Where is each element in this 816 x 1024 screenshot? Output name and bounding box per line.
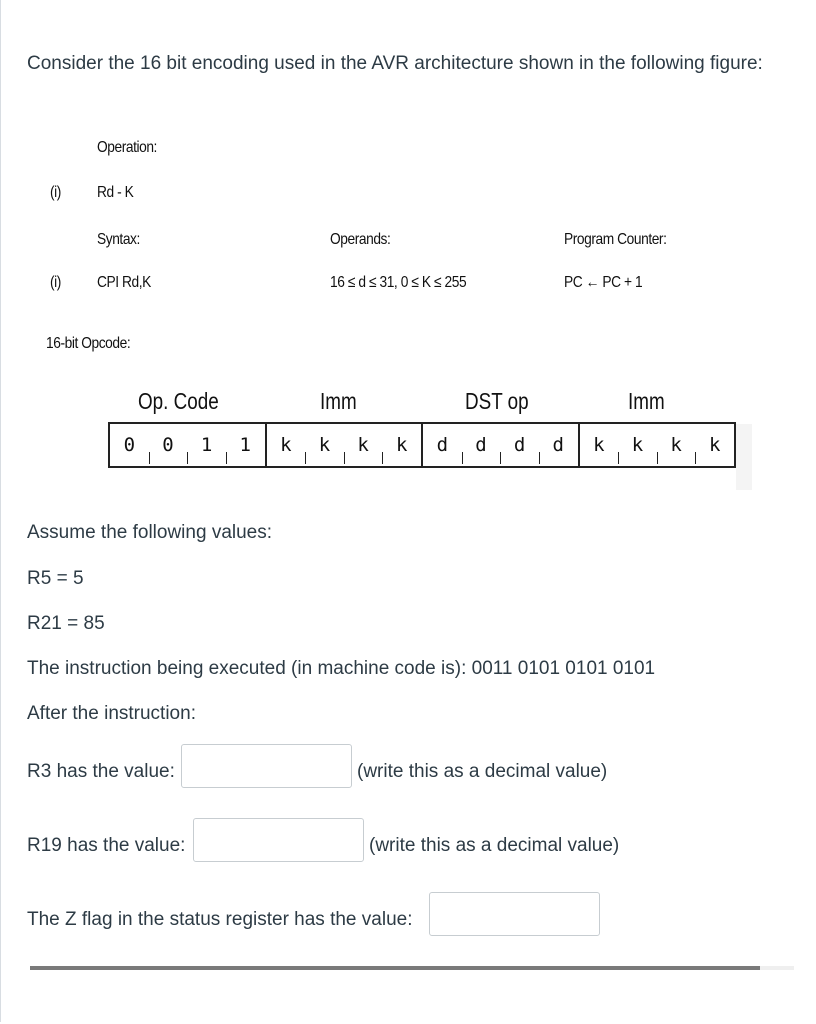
bit-group-opcode [110,424,267,466]
bit-cell: k [580,424,619,466]
r3-label: R3 has the value: [27,761,175,782]
operation-index: (i) [50,184,61,201]
opcode-label: 16-bit Opcode: [46,335,131,352]
bit-cell: d [552,434,564,456]
field-label-imm-high: Imm [320,388,357,414]
bit-cell: k [708,434,721,456]
section-divider [30,966,760,970]
program-counter-value: PC ← PC + 1 [564,274,643,291]
syntax-index: (i) [50,274,61,291]
bit-cell: k [267,424,306,466]
bit-cell: d [500,424,539,466]
operation-label: Operation: [97,139,157,156]
bit-cell: 1 [187,424,226,466]
r3-note: (write this as a decimal value) [357,761,608,782]
r3-answer-input[interactable] [181,744,352,788]
after-text: After the instruction: [27,703,196,724]
bit-group-dst-op [423,424,580,466]
opcode-bit-diagram [108,422,736,468]
bit-group-imm-low [580,424,735,466]
assume-text: Assume the following values: [27,522,273,543]
bit-cell: k [395,434,408,456]
z-flag-label: The Z flag in the status register has the value: [27,909,413,930]
field-label-imm-low: Imm [628,388,665,414]
bit-cell: k [305,424,344,466]
r19-label: R19 has the value: [27,835,186,856]
instruction-text: The instruction being executed (in machine code is): 0011 0101 0101 0101 [27,658,656,679]
program-counter-label: Program Counter: [564,231,667,248]
operands-value: 16 ≤ d ≤ 31, 0 ≤ K ≤ 255 [330,274,467,291]
bit-cell: 0 [110,424,149,466]
operation-expression: Rd - K [97,184,134,201]
r5-value-text: R5 = 5 [27,568,84,589]
bit-cell: k [657,424,696,466]
r21-value-text: R21 = 85 [27,613,105,634]
field-label-dst-op: DST op [465,388,529,414]
figure-shadow [736,424,752,490]
r19-answer-input[interactable] [193,818,364,862]
bit-group-imm-high [267,424,424,466]
section-divider-fade [760,966,794,970]
bit-cell: k [344,424,383,466]
r19-note: (write this as a decimal value) [369,835,620,856]
field-label-opcode: Op. Code [138,388,219,414]
syntax-value: CPI Rd,K [97,274,151,291]
z-flag-answer-input[interactable] [429,892,600,936]
bit-cell: 1 [239,434,251,456]
operands-label: Operands: [330,231,391,248]
bit-cell: 0 [149,424,188,466]
bit-cell: d [423,424,462,466]
bit-cell: d [462,424,501,466]
question-intro: Consider the 16 bit encoding used in the AVR architecture shown in the following figure: [27,53,763,74]
syntax-label: Syntax: [97,231,140,248]
bit-cell: k [618,424,657,466]
